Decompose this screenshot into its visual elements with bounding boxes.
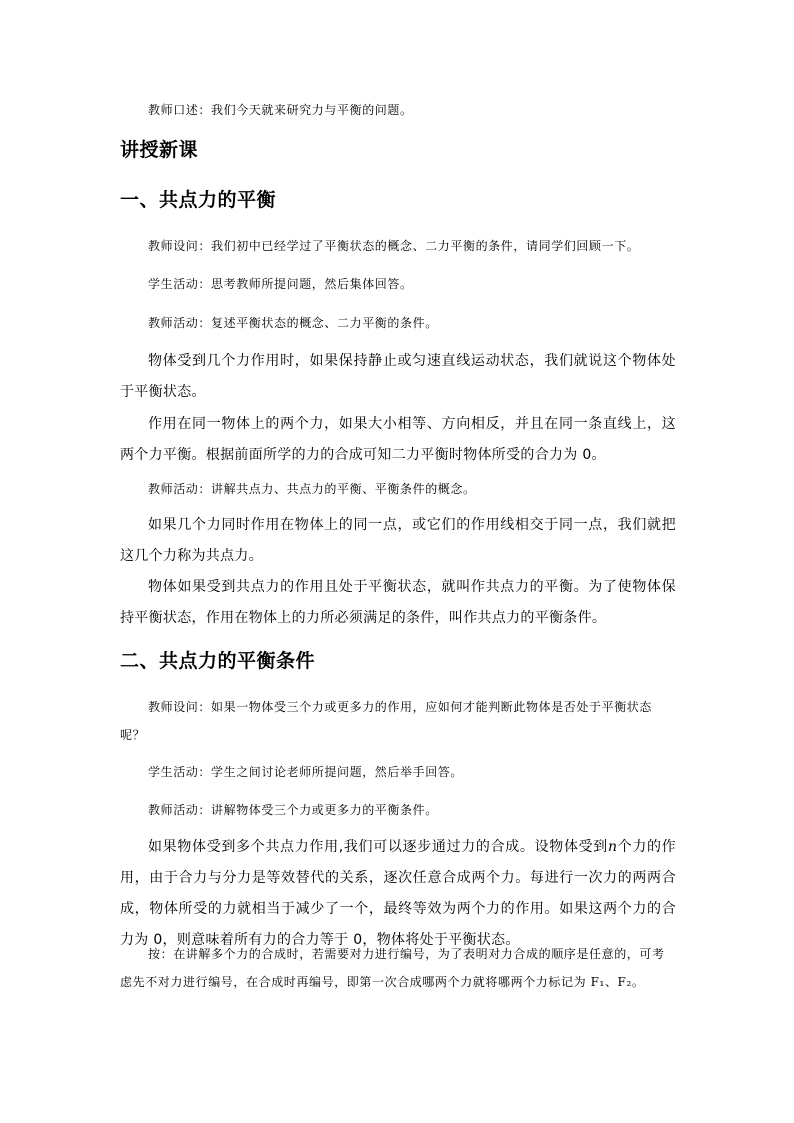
teacher-question-2: 教师设问：如果一物体受三个力或更多力的作用，应如何才能判断此物体是否处于平衡状态呢？ (120, 700, 653, 742)
equilibrium-definition: 物体受到几个力作用时，如果保持静止或匀速直线运动状态，我们就说这个物体处于平衡状态。 (120, 353, 676, 400)
student-activity-2: 学生活动：学生之间讨论老师所提问题，然后举手回答。 (148, 765, 464, 779)
heading-equilibrium-condition: 二、共点力的平衡条件 (120, 650, 316, 672)
teacher-activity-3: 教师活动：讲解物体受三个力或更多力的平衡条件。 (148, 803, 438, 817)
teaching-note: 按：在讲解多个力的合成时，若需要对力进行编号，为了表明对力合成的顺序是任意的，可考虑先不对力进行编号，在合成时再编号，即第一次合成哪两个力就将哪两个力标记为 F₁、F₂。 (120, 947, 665, 989)
two-force-equilibrium: 作用在同一物体上的两个力，如果大小相等、方向相反，并且在同一条直线上，这两个力平衡。根据前面所学的力的合成可知二力平衡时物体所受的合力为 0。 (120, 416, 676, 463)
teacher-activity-1: 教师活动：复述平衡状态的概念、二力平衡的条件。 (148, 316, 438, 330)
multi-force-text-b: 个力的作用，由于合力与分力是等效替代的关系，逐次任意合成两个力。每进行一次力的两两合成，物体所受的力就相当于减少了一个，最终等效为两个力的作用。如果这两个力的合力为 0，则意味着所有力的合力等于 0，物体将处于平衡状态。 (120, 839, 676, 948)
teacher-activity-2: 教师活动：讲解共点力、共点力的平衡、平衡条件的概念。 (148, 482, 476, 496)
multi-force-text-a: 如果物体受到多个共点力作用,我们可以逐步通过力的合成。设物体受到 (148, 839, 608, 855)
concurrent-equilibrium-definition: 物体如果受到共点力的作用且处于平衡状态，就叫作共点力的平衡。为了使物体保持平衡状态，作用在物体上的力所必须满足的条件，叫作共点力的平衡条件。 (120, 579, 676, 626)
section-title-new-lesson: 讲授新课 (120, 139, 199, 161)
teacher-narration: 教师口述：我们今天就来研究力与平衡的问题。 (148, 103, 413, 117)
concurrent-force-definition: 如果几个力同时作用在物体上的同一点，或它们的作用线相交于同一点，我们就把这几个力称为共点力。 (120, 517, 676, 564)
variable-n: n (607, 839, 618, 855)
multi-force-synthesis (120, 832, 676, 956)
teacher-question-1: 教师设问：我们初中已经学过了平衡状态的概念、二力平衡的条件，请同学们回顾一下。 (148, 239, 640, 253)
heading-concurrent-force-equilibrium: 一、共点力的平衡 (120, 189, 277, 211)
student-activity-1: 学生活动：思考教师所提问题，然后集体回答。 (148, 277, 413, 291)
